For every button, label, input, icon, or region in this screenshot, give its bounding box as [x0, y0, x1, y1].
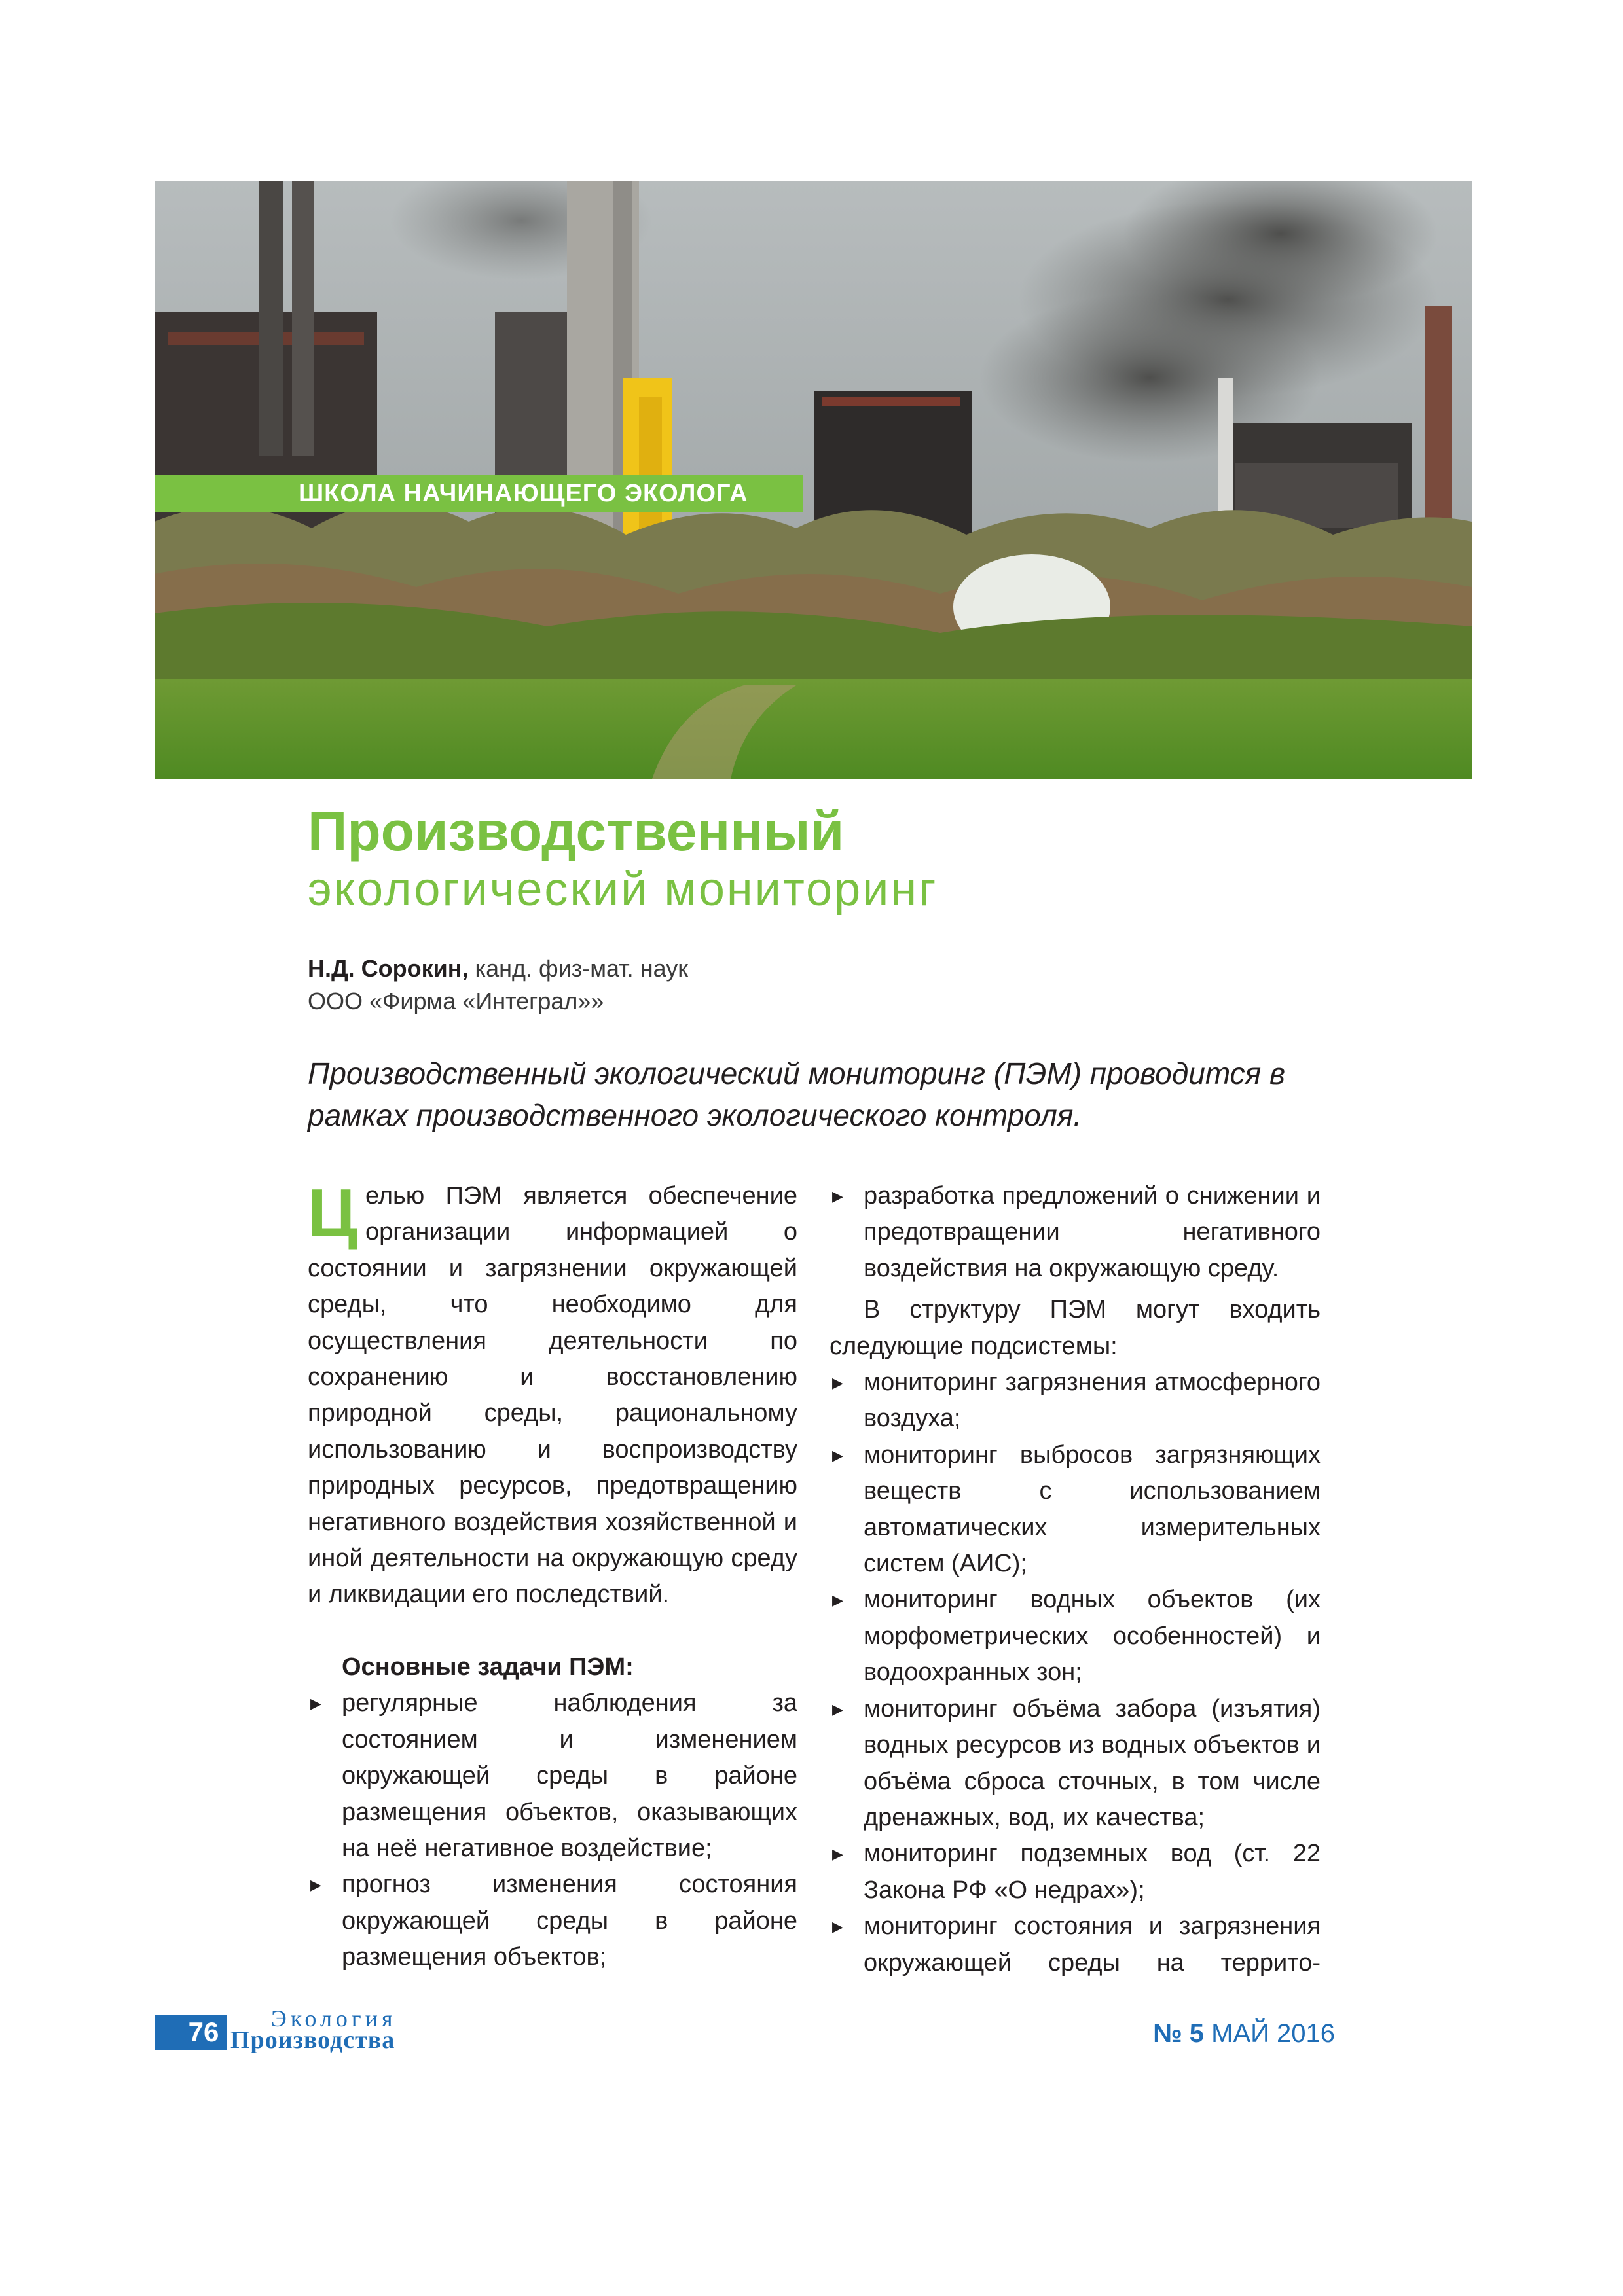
intro-paragraph	[308, 1175, 797, 1613]
author-line	[308, 952, 688, 985]
list-item-text: мониторинг водных объектов (их морфометрических особенностей) и водоохранных зон;	[864, 1586, 1321, 1687]
magazine-logo	[230, 2007, 440, 2053]
list-item	[830, 1909, 1321, 1981]
list-item	[830, 1365, 1321, 1437]
list-item-text: прогноз изменения состояния окружающей среды в районе размещения объектов;	[342, 1871, 797, 1971]
left-column	[308, 1175, 797, 1976]
author-degree: канд. физ-мат. наук	[475, 955, 688, 982]
article-subtitle: экологический мониторинг	[308, 863, 938, 916]
list-item	[830, 1836, 1321, 1909]
triangle-right-icon: ▶	[832, 1188, 843, 1204]
issue-date: МАЙ 2016	[1211, 2019, 1335, 2048]
hero-photo	[155, 181, 1472, 779]
author-organization: ООО «Фирма «Интеграл»»	[308, 988, 604, 1014]
author-name: Н.Д. Сорокин,	[308, 955, 469, 982]
issue-number: № 5	[1153, 2019, 1205, 2048]
triangle-right-icon: ▶	[310, 1695, 321, 1712]
triangle-right-icon: ▶	[310, 1876, 321, 1893]
dropcap: Ц	[308, 1175, 357, 1251]
tasks-subhead: Основные задачи ПЭМ:	[342, 1653, 634, 1681]
list-item-text: мониторинг состояния и загрязнения окружающей среды на террито-	[864, 1912, 1321, 1977]
list-item	[830, 1582, 1321, 1691]
list-item-text: мониторинг объёма забора (изъятия) водных ресурсов из водных объектов и объёма сброса сточных, в том числе дренажных, вод, их качества;	[864, 1695, 1321, 1831]
author-block	[308, 952, 688, 1018]
triangle-right-icon: ▶	[832, 1700, 843, 1717]
section-tag: ШКОЛА НАЧИНАЮЩЕГО ЭКОЛОГА	[155, 475, 803, 512]
triangle-right-icon: ▶	[832, 1846, 843, 1863]
structure-paragraph: В структуру ПЭМ могут входить следующие подсистемы:	[830, 1296, 1321, 1360]
triangle-right-icon: ▶	[832, 1374, 843, 1391]
triangle-right-icon: ▶	[832, 1446, 843, 1463]
list-item-text: мониторинг выбросов загрязняющих веществ с использованием автоматических измерительных систем (АИС);	[864, 1441, 1321, 1578]
page-number: 76	[155, 2015, 227, 2050]
list-item-text: разработка предложений о снижении и предотвращении негативного воздействия на окружающую среду.	[864, 1182, 1321, 1282]
list-item-text: мониторинг подземных вод (ст. 22 Закона РФ «О недрах»);	[864, 1840, 1321, 1904]
list-item	[830, 1178, 1321, 1287]
logo-line-2: Производства	[230, 2026, 395, 2054]
list-item-text: регулярные наблюдения за состоянием и изменением окружающей среды в районе размещения объектов, оказывающих на неё негативное воздействие;	[342, 1689, 797, 1862]
logo-line-1: Экология	[271, 2005, 397, 2032]
article-title: Производственный	[308, 800, 845, 862]
right-column	[830, 1178, 1321, 1981]
list-item-text: мониторинг загрязнения атмосферного воздуха;	[864, 1369, 1321, 1433]
article-lead: Производственный экологический мониторинг (ПЭМ) проводится в рамках производственного экологического контроля.	[308, 1056, 1286, 1132]
list-item	[308, 1685, 797, 1867]
intro-text: елью ПЭМ является обеспечение организации информацией о состоянии и загрязнении окружающей среды, что необходимо для осуществления деятельности по сохранению и восстановлению природной среды, рациональному использованию и воспроизводству природных ресурсов, предотвращению негативного воздействия хозяйственной и иной деятельности на окружающую среду и ликвидации его последствий.	[308, 1182, 797, 1609]
issue-info	[1153, 2016, 1335, 2051]
list-item	[830, 1437, 1321, 1583]
list-item	[830, 1691, 1321, 1837]
list-item	[308, 1867, 797, 1975]
triangle-right-icon: ▶	[832, 1592, 843, 1609]
triangle-right-icon: ▶	[832, 1918, 843, 1935]
